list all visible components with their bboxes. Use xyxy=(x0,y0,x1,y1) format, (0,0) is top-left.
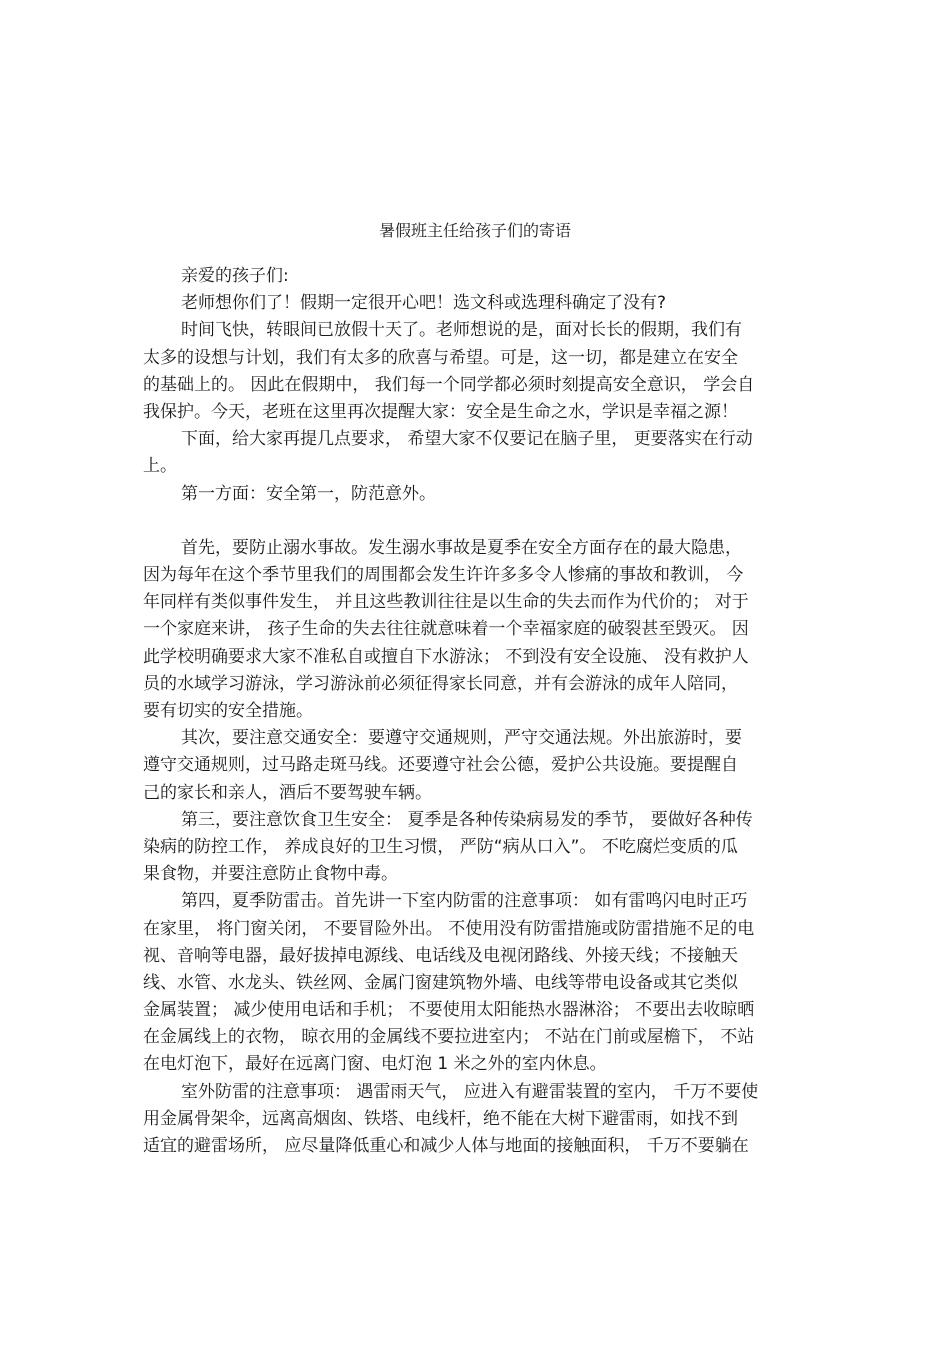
blank-line xyxy=(143,508,815,535)
text-line: 第四，夏季防雷击。首先讲一下室内防雷的注意事项： 如有雷鸣闪电时正巧 xyxy=(181,891,748,912)
text-line: 用金属骨架伞，远离高烟囱、铁塔、电线杆，绝不能在大树下避雷雨，如找不到 xyxy=(143,1108,738,1129)
text-line: 第三，要注意饮食卫生安全： 夏季是各种传染病易发的季节， 要做好各种传 xyxy=(181,809,753,830)
text-line: 在金属线上的衣物， 晾衣用的金属线不要拉进室内； 不站在门前或屋檐下， 不站 xyxy=(143,1027,755,1048)
text-line: 因为每年在这个季节里我们的周围都会发生许许多多令人惨痛的事故和教训， 今 xyxy=(143,565,744,586)
text-line: 亲爱的孩子们: xyxy=(181,266,289,286)
text-line: 线、水管、水龙头、铁丝网、金属门窗建筑物外墙、电线等带电设备或其它类似 xyxy=(143,972,738,993)
text-line: 在电灯泡下，最好在远离门窗、电灯泡 1 米之外的室内休息。 xyxy=(143,1054,607,1075)
text-line: 时间飞快，转眼间已放假十天了。老师想说的是，面对长长的假期，我们有 xyxy=(181,320,742,341)
text-line: 下面，给大家再提几点要求， 希望大家不仅要记在脑子里， 更要落实在行动 xyxy=(181,429,753,450)
text-line: 我保护。今天，老班在这里再次提醒大家：安全是生命之水，学识是幸福之源！ xyxy=(143,401,738,422)
text-line: 的基础上的。 因此在假期中， 我们每一个同学都必须时刻提高安全意识， 学会自 xyxy=(143,374,755,395)
text-line: 适宜的避雷场所， 应尽量降低重心和减少人体与地面的接触面积， 千万不要躺在 xyxy=(143,1136,749,1156)
text-line: 上。 xyxy=(143,456,177,477)
text-line: 太多的设想与计划，我们有太多的欣喜与希望。可是，这一切，都是建立在安全 xyxy=(143,347,738,368)
text-line: 染病的防控工作， 养成良好的卫生习惯， 严防“病从口入”。 不吃腐烂变质的瓜 xyxy=(143,836,738,857)
text-line: 年同样有类似事件发生， 并且这些教训往往是以生命的失去而作为代价的； 对于 xyxy=(143,592,749,613)
text-line: 员的水域学习游泳，学习游泳前必须征得家长同意，并有会游泳的成年人陪同， xyxy=(143,673,738,694)
text-line: 在家里， 将门窗关闭， 不要冒险外出。 不使用没有防雷措施或防雷措施不足的电 xyxy=(143,918,755,939)
text-line: 金属装置； 减少使用电话和手机； 不要使用太阳能热水器淋浴； 不要出去收晾晒 xyxy=(143,1000,755,1021)
document-body xyxy=(143,263,815,1160)
text-line: 一个家庭来讲， 孩子生命的失去往往就意味着一个幸福家庭的破裂甚至毁灭。 因 xyxy=(143,619,749,640)
text-line: 此学校明确要求大家不准私自或擅自下水游泳； 不到没有安全设施、 没有救护人 xyxy=(143,646,749,667)
document-title: 暑假班主任给孩子们的寄语 xyxy=(378,221,571,240)
text-line: 其次，要注意交通安全：要遵守交通规则，严守交通法规。外出旅游时，要 xyxy=(181,728,742,749)
text-line: 要有切实的安全措施。 xyxy=(143,701,313,721)
text-line: 首先，要防止溺水事故。发生溺水事故是夏季在安全方面存在的最大隐患， xyxy=(181,537,742,558)
text-line: 视、音响等电器，最好拔掉电源线、电话线及电视闭路线、外接天线；不接触天 xyxy=(143,945,738,966)
text-line: 果食物，并要注意防止食物中毒。 xyxy=(143,864,398,885)
text-line: 第一方面：安全第一，防范意外。 xyxy=(181,483,436,504)
text-line: 老师想你们了！假期一定很开心吧！选文科或选理科确定了没有? xyxy=(181,293,667,314)
text-line: 遵守交通规则，过马路走斑马线。还要遵守社会公德，爱护公共设施。要提醒自 xyxy=(143,755,738,776)
text-line: 己的家长和亲人，酒后不要驾驶车辆。 xyxy=(143,782,432,803)
text-line: 室外防雷的注意事项： 遇雷雨天气， 应进入有避雷装置的室内， 千万不要使 xyxy=(181,1081,759,1102)
